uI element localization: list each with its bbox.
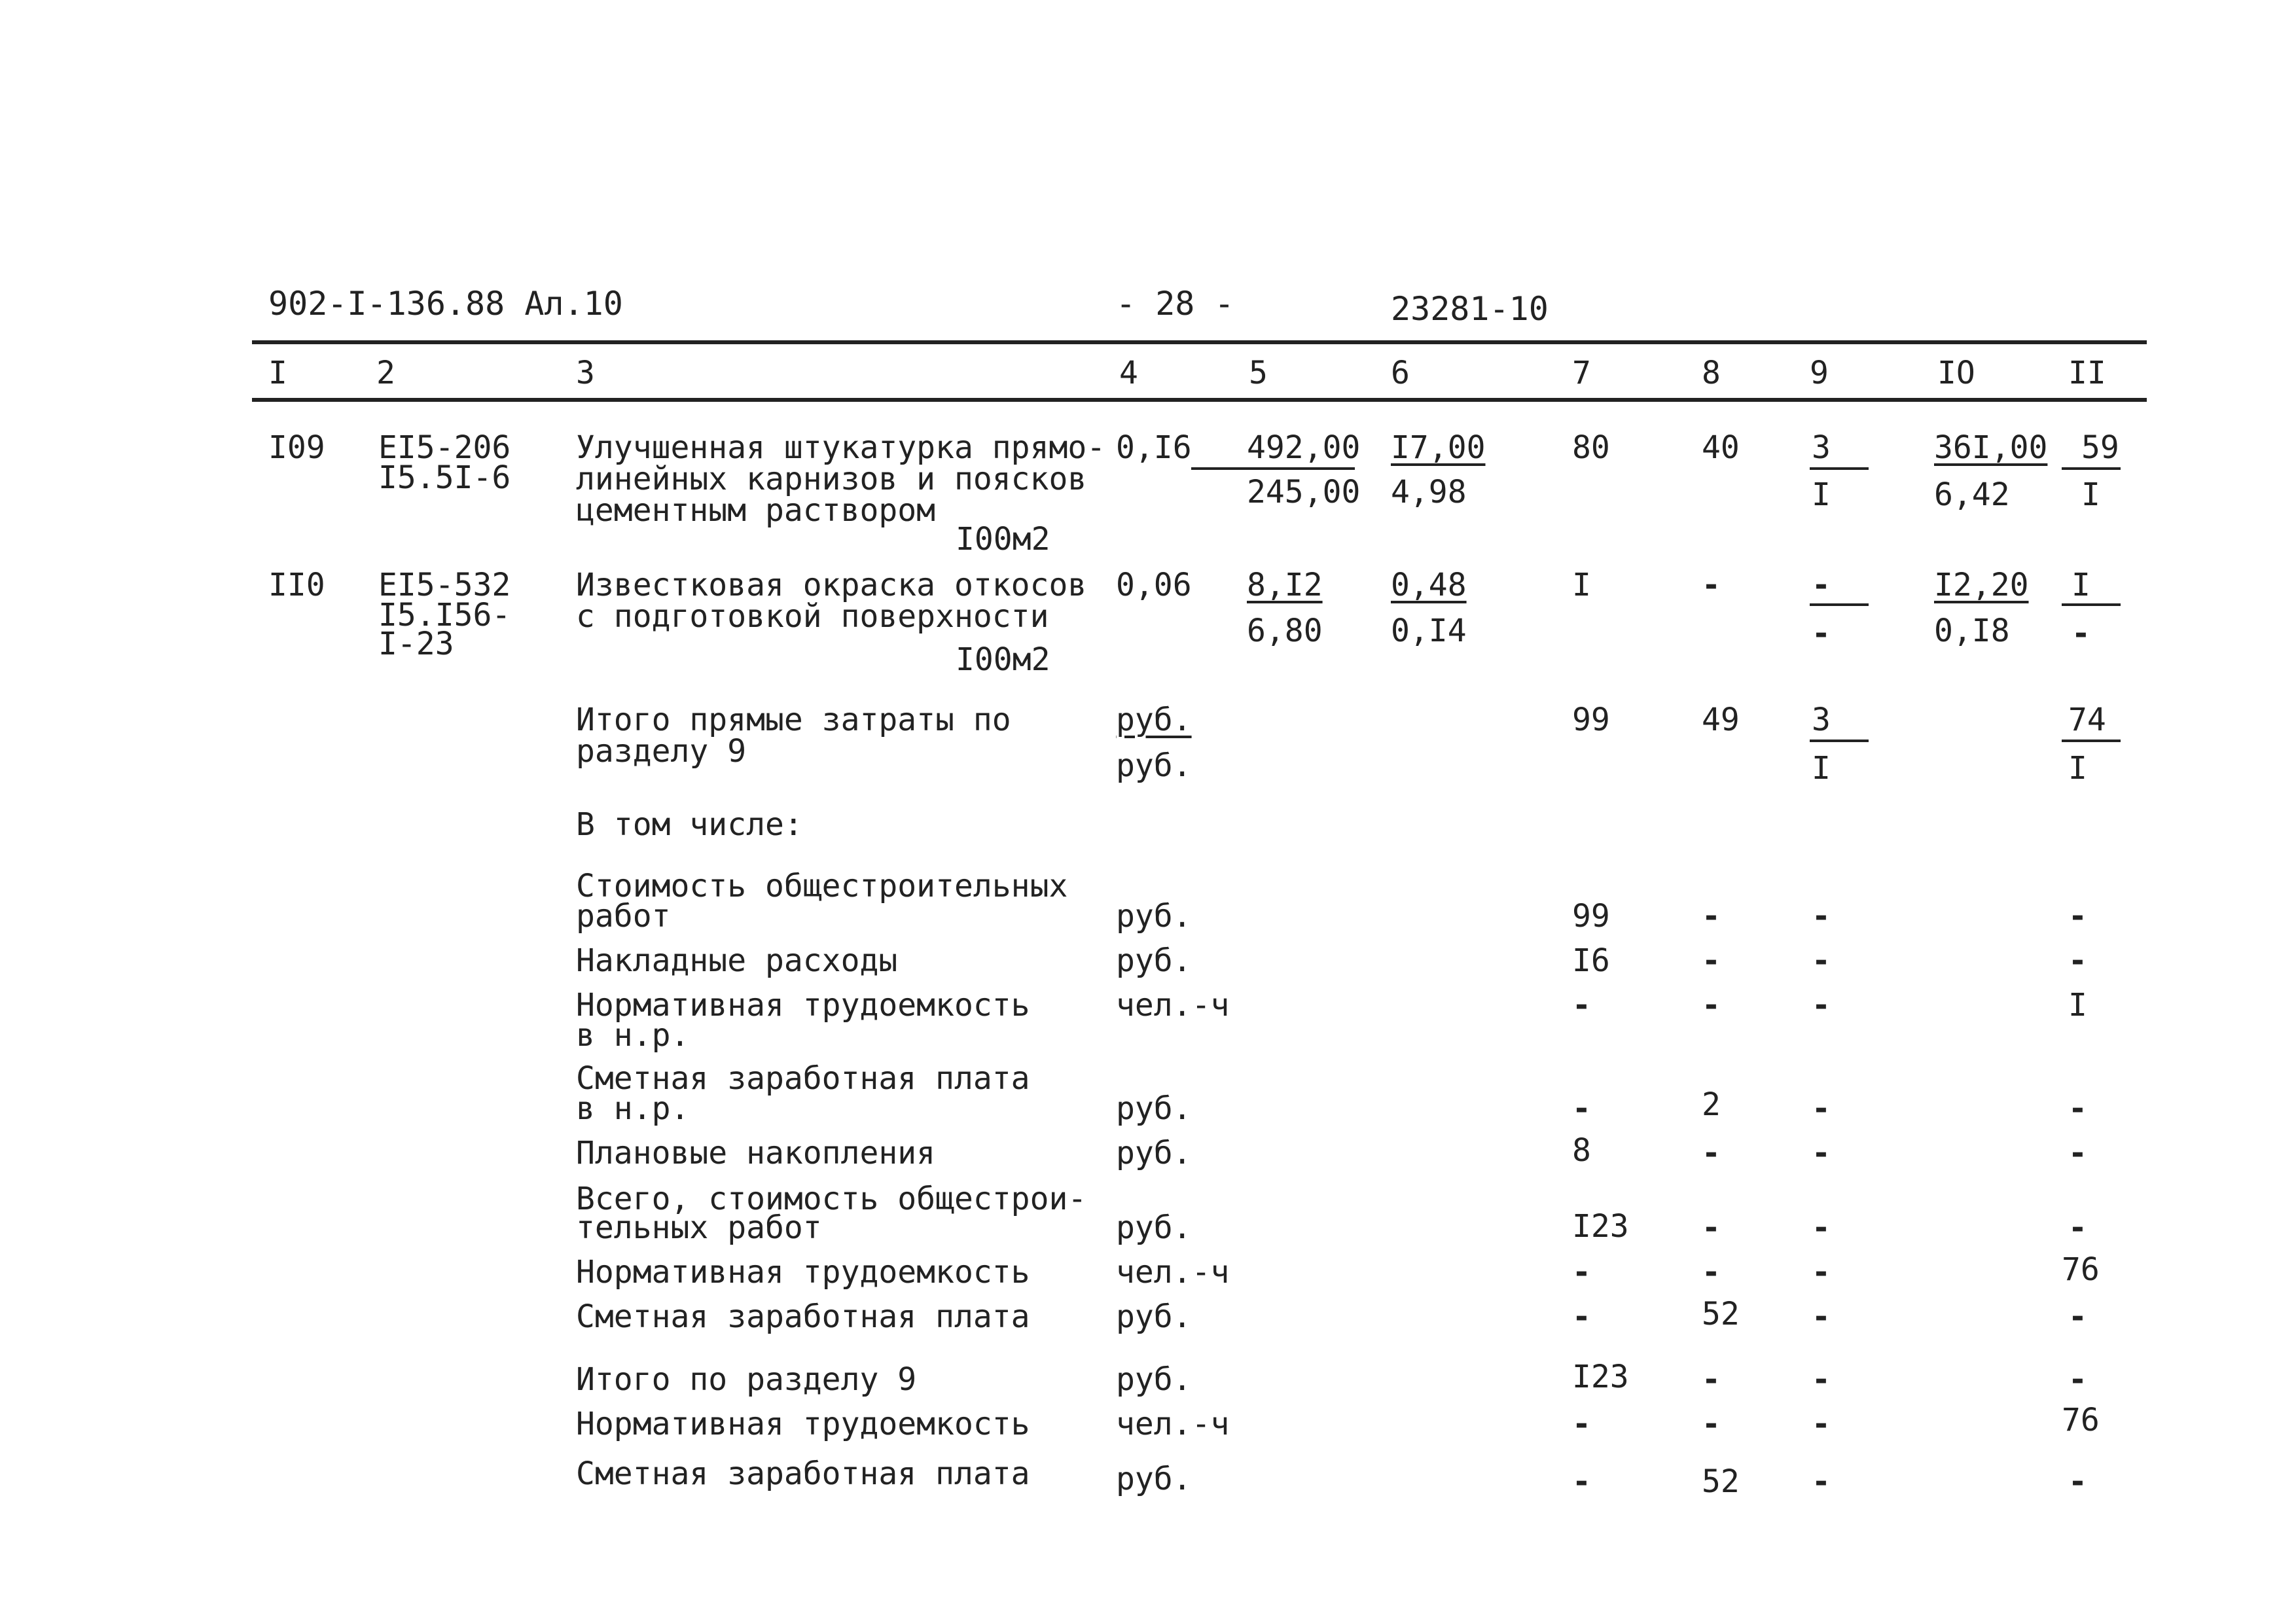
- row-description: цементным раствором: [576, 492, 936, 529]
- column-header-1: I: [268, 355, 287, 391]
- cell-col7: 80: [1572, 429, 1610, 466]
- cell-col6-top: I7,00: [1391, 429, 1486, 466]
- fraction-line: [2062, 467, 2121, 470]
- fraction-line: [1810, 603, 1869, 606]
- row-description: с подготовкой поверхности: [576, 598, 1049, 635]
- summary-unit: руб.: [1116, 942, 1192, 979]
- summary-label: Итого по разделу 9: [576, 1361, 917, 1398]
- total-direct-label: разделу 9: [576, 733, 747, 770]
- summary-col8: -: [1702, 1361, 1721, 1398]
- summary-col8: 52: [1702, 1296, 1740, 1332]
- cell-col8: 40: [1702, 429, 1740, 466]
- column-header-3: 3: [576, 355, 595, 391]
- fraction-line: [2062, 740, 2121, 742]
- summary-col11: -: [2068, 942, 2087, 979]
- total-direct-col8: 49: [1702, 702, 1740, 738]
- summary-col7: 99: [1572, 898, 1610, 935]
- cell-col7: I: [1572, 567, 1591, 603]
- document-code: 902-I-136.88 Ал.10: [268, 285, 623, 323]
- summary-col8: -: [1702, 898, 1721, 935]
- column-header-11: II: [2068, 355, 2106, 391]
- cell-col11-top: 59: [2081, 429, 2119, 466]
- summary-col8: -: [1702, 1406, 1721, 1442]
- summary-col11: -: [2068, 1090, 2087, 1127]
- total-direct-col11-top: 74: [2068, 702, 2106, 738]
- summary-unit: руб.: [1116, 1298, 1192, 1335]
- summary-unit: руб.: [1116, 1090, 1192, 1127]
- summary-unit: руб.: [1116, 1135, 1192, 1171]
- summary-col9: -: [1812, 1090, 1831, 1127]
- row-description: Улучшенная штукатурка прямо-: [576, 429, 1106, 466]
- summary-col7: -: [1572, 1406, 1591, 1442]
- summary-label: Сметная заработная плата: [576, 1298, 1030, 1335]
- cell-col5-bottom: 6,80: [1247, 613, 1323, 649]
- row-unit: I00м2: [956, 641, 1050, 678]
- row-unit: I00м2: [956, 521, 1050, 558]
- summary-label: Нормативная трудоемкость: [576, 1406, 1030, 1442]
- column-header-5: 5: [1249, 355, 1268, 391]
- summary-label: Всего, стоимость общестрои-: [576, 1181, 1087, 1217]
- summary-col9: -: [1812, 1361, 1831, 1398]
- summary-col8: 2: [1702, 1086, 1721, 1123]
- summary-col11: I: [2068, 987, 2087, 1024]
- summary-unit: чел.-ч: [1116, 1406, 1230, 1442]
- cell-col10-top: 36I,00: [1934, 429, 2048, 466]
- summary-col11: 76: [2062, 1251, 2100, 1288]
- summary-label: Накладные расходы: [576, 942, 898, 979]
- summary-unit: руб.: [1116, 1361, 1192, 1398]
- summary-col9: -: [1812, 1254, 1831, 1291]
- summary-col8: -: [1702, 1209, 1721, 1246]
- summary-col11: -: [2068, 1361, 2087, 1398]
- including-label: В том числе:: [576, 806, 803, 843]
- column-header-2: 2: [376, 355, 395, 391]
- summary-label: Стоимость общестроительных: [576, 868, 1068, 904]
- table-header-rule: [252, 398, 2147, 402]
- cell-col9-top: -: [1812, 567, 1831, 603]
- column-header-4: 4: [1119, 355, 1138, 391]
- total-direct-unit-top: руб.: [1116, 702, 1192, 738]
- summary-label: в н.р.: [576, 1090, 690, 1127]
- summary-unit: чел.-ч: [1116, 1254, 1230, 1291]
- cell-col4: 0,I6: [1116, 429, 1192, 466]
- row-code: I5.5I-6: [378, 459, 511, 496]
- summary-col7: -: [1572, 1463, 1591, 1500]
- summary-col8: 52: [1702, 1463, 1740, 1500]
- cell-col11-bottom: -: [2072, 615, 2090, 652]
- cell-col6-bottom: 0,I4: [1391, 613, 1467, 649]
- cell-col9-top: 3: [1812, 429, 1831, 466]
- summary-label: работ: [576, 898, 671, 935]
- summary-unit: руб.: [1116, 1461, 1192, 1497]
- summary-label: тельных работ: [576, 1209, 822, 1246]
- total-direct-col9-top: 3: [1812, 702, 1831, 738]
- summary-label: в н.р.: [576, 1017, 690, 1054]
- fraction-line: [2062, 603, 2121, 606]
- column-header-7: 7: [1572, 355, 1591, 391]
- summary-col9: -: [1812, 987, 1831, 1024]
- summary-col11: -: [2068, 1298, 2087, 1335]
- summary-col7: I23: [1572, 1208, 1629, 1245]
- cell-col9-bottom: -: [1812, 615, 1831, 652]
- summary-unit: чел.-ч: [1116, 987, 1230, 1024]
- summary-col9: -: [1812, 1463, 1831, 1500]
- summary-col9: -: [1812, 1406, 1831, 1442]
- summary-col11: -: [2068, 1135, 2087, 1171]
- cell-col10-bottom: 0,I8: [1934, 613, 2010, 649]
- summary-col7: I6: [1572, 942, 1610, 979]
- summary-col11: -: [2068, 1209, 2087, 1246]
- summary-col11: -: [2068, 1463, 2087, 1500]
- summary-col11: -: [2068, 898, 2087, 935]
- summary-col7: -: [1572, 1298, 1591, 1335]
- cell-col5-top: 492,00: [1247, 429, 1361, 466]
- summary-col8: -: [1702, 1254, 1721, 1291]
- column-header-10: IO: [1937, 355, 1975, 391]
- cell-col4: 0,06: [1116, 567, 1192, 603]
- summary-col9: -: [1812, 1298, 1831, 1335]
- row-code: EI5-206: [378, 429, 511, 466]
- summary-col7: I23: [1572, 1359, 1629, 1395]
- cell-col5-top: 8,I2: [1247, 567, 1323, 603]
- column-header-6: 6: [1391, 355, 1410, 391]
- summary-col7: -: [1572, 1090, 1591, 1127]
- summary-col9: -: [1812, 942, 1831, 979]
- cell-col6-top: 0,48: [1391, 567, 1467, 603]
- fraction-line: [1810, 740, 1869, 742]
- row-number: I09: [268, 429, 325, 466]
- summary-unit: руб.: [1116, 1209, 1192, 1246]
- page-number: - 28 -: [1116, 285, 1234, 323]
- total-direct-col7: 99: [1572, 702, 1610, 738]
- summary-label: Нормативная трудоемкость: [576, 987, 1030, 1024]
- cell-col5-bottom: 245,00: [1247, 474, 1361, 510]
- cell-col10-bottom: 6,42: [1934, 476, 2010, 513]
- row-description: Известковая окраска откосов: [576, 567, 1087, 603]
- summary-col8: -: [1702, 987, 1721, 1024]
- total-direct-col11-bottom: I: [2068, 750, 2087, 787]
- summary-label: Плановые накопления: [576, 1135, 936, 1171]
- summary-col11: 76: [2062, 1402, 2100, 1438]
- summary-col9: -: [1812, 898, 1831, 935]
- summary-col8: -: [1702, 1135, 1721, 1171]
- fraction-line: [1191, 467, 1355, 470]
- summary-label: Нормативная трудоемкость: [576, 1254, 1030, 1291]
- row-description: линейных карнизов и поясков: [576, 461, 1087, 497]
- total-direct-col9-bottom: I: [1812, 750, 1831, 787]
- cell-col10-top: I2,20: [1934, 567, 2029, 603]
- row-code: I-23: [378, 626, 454, 662]
- table-top-rule: [252, 340, 2147, 344]
- cell-col6-bottom: 4,98: [1391, 474, 1467, 510]
- summary-col7: -: [1572, 1254, 1591, 1291]
- cell-col11-bottom: I: [2081, 476, 2100, 513]
- summary-col9: -: [1812, 1209, 1831, 1246]
- row-code: EI5-532: [378, 567, 511, 603]
- row-number: II0: [268, 567, 325, 603]
- summary-unit: руб.: [1116, 898, 1192, 935]
- summary-col9: -: [1812, 1135, 1831, 1171]
- total-direct-label: Итого прямые затраты по: [576, 702, 1011, 738]
- fraction-line: [1810, 467, 1869, 470]
- summary-col8: -: [1702, 942, 1721, 979]
- summary-col7: 8: [1572, 1132, 1591, 1169]
- summary-label: Сметная заработная плата: [576, 1455, 1030, 1492]
- cell-col8: -: [1702, 567, 1721, 603]
- cell-col11-top: I: [2072, 567, 2090, 603]
- column-header-9: 9: [1810, 355, 1829, 391]
- row-code: I5.I56-: [378, 597, 511, 633]
- document-number: 23281-10: [1391, 290, 1549, 328]
- total-direct-unit-bottom: руб.: [1116, 747, 1192, 784]
- summary-label: Сметная заработная плата: [576, 1060, 1030, 1097]
- column-header-8: 8: [1702, 355, 1721, 391]
- summary-col7: -: [1572, 987, 1591, 1024]
- cell-col9-bottom: I: [1812, 476, 1831, 513]
